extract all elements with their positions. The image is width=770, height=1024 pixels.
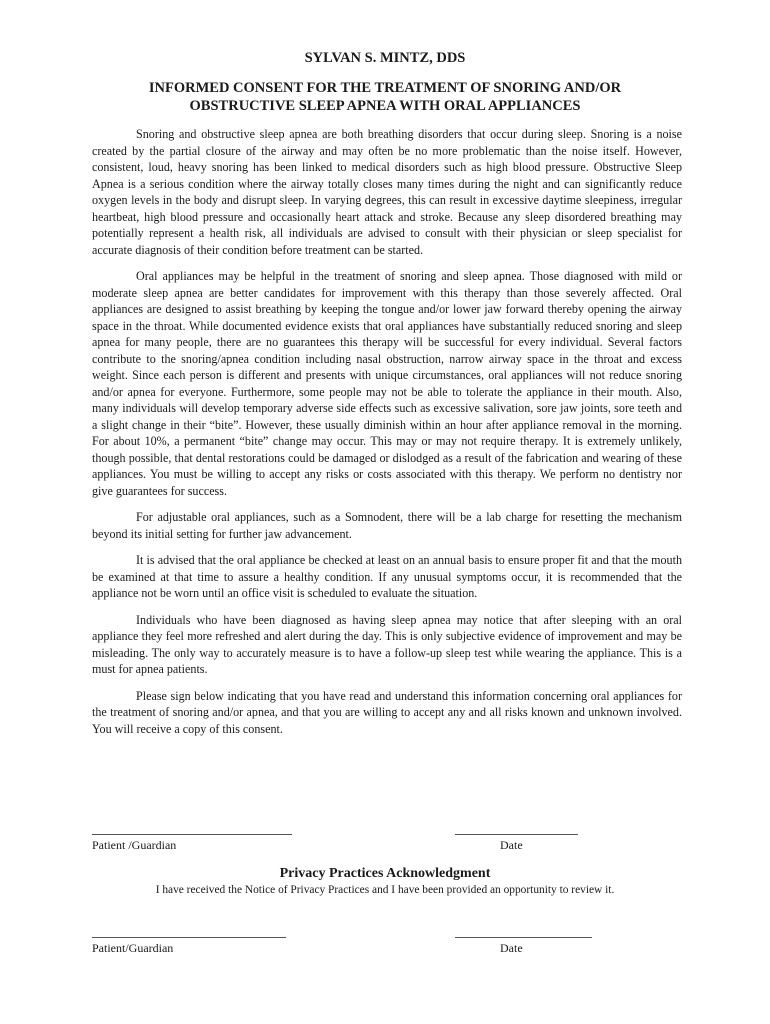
privacy-acknowledgment-text: I have received the Notice of Privacy Practices and I have been provided an opportunity to review it. bbox=[155, 884, 615, 896]
paragraph-overview: Snoring and obstructive sleep apnea are both breathing disorders that occur during sleep. Snoring is a noise created by the partial closure of the airway and may often be no more problematic than the noise itself. However, consistent, loud, heavy snoring has been linked to medical disorders such as high blood pressure. Obstructive Sleep Apnea is a serious condition where the airway totally closes many times during the night and can significantly reduce oxygen levels in the body and disrupt sleep. In varying degrees, this can result in excessive daytime sleepiness, irregular heartbeat, high blood pressure and occasionally heart attack and stroke. Because any sleep disordered breathing may potentially represent a health risk, all individuals are advised to consult with their physician or sleep specialist for accurate diagnosis of their condition before treatment can be started. bbox=[92, 127, 682, 257]
paragraph-follow-up-test: Individuals who have been diagnosed as having sleep apnea may notice that after sleeping with an oral appliance they feel more refreshed and alert during the day. This is only subjective evidence of improvement and may be misleading. The only way to accurately measure is to have a follow-up sleep test while wearing the appliance. This is a must for apnea patients. bbox=[92, 612, 682, 676]
privacy-heading: Privacy Practices Acknowledgment bbox=[279, 866, 491, 881]
paragraph-signature-instructions: Please sign below indicating that you have read and understand this information concerning oral appliances for the treatment of snoring and/or apnea, and that you are willing to accept any and all risks known and unknown involved. You will receive a copy of this consent. bbox=[92, 688, 682, 736]
privacy-date-label: Date bbox=[500, 941, 523, 955]
privacy-patient-guardian-label: Patient/Guardian bbox=[92, 941, 174, 955]
document-title bbox=[0, 79, 770, 115]
paragraph-adjustable-appliances: For adjustable oral appliances, such as a Somnodent, there will be a lab charge for resetting the mechanism beyond its initial setting for further jaw advancement. bbox=[92, 510, 682, 541]
practice-name: SYLVAN S. MINTZ, DDS bbox=[304, 50, 466, 66]
consent-body bbox=[92, 126, 682, 747]
consent-date-label: Date bbox=[500, 838, 523, 852]
paragraph-annual-checkup: It is advised that the oral appliance be checked at least on an annual basis to ensure proper fit and that the mouth be examined at that time to assure a healthy condition. If any unusual symptoms occur, it is recommended that the appliance not be worn until an office visit is scheduled to evaluate the situation. bbox=[92, 553, 682, 600]
patient-signature-line[interactable] bbox=[92, 834, 292, 835]
patient-guardian-label: Patient /Guardian bbox=[92, 838, 177, 852]
privacy-date-line[interactable] bbox=[455, 937, 592, 938]
paragraph-oral-appliances: Oral appliances may be helpful in the treatment of snoring and sleep apnea. Those diagnosed with mild or moderate sleep apnea are better candidates for improvement with this therapy than those severely affected. Oral appliances are designed to assist breathing by keeping the tongue and/or lower jaw forward thereby opening the airway space in the throat. While documented evidence exists that oral appliances have substantially reduced snoring and sleep apnea for many people, there are no guarantees this therapy will be successful for every individual. Several factors contribute to the snoring/apnea condition including nasal obstruction, narrow airway space in the throat and excess weight. Since each person is different and presents with unique circumstances, oral appliances will not reduce snoring and/or apnea for everyone. Furthermore, some people may not be able to tolerate the appliance in their mouth. Also, many individuals will develop temporary adverse side effects such as excessive salivation, sore jaw joints, sore teeth and a slight change in their “bite”. However, these usually diminish within an hour after appliance removal in the morning. For about 10%, a permanent “bite” change may occur. This may or may not require therapy. It is extremely unlikely, though possible, that dental restorations could be damaged or dislodged as a result of the fabrication and wearing of these appliances. You must be willing to accept any risks or costs associated with this therapy. We perform no dentistry nor give guarantees for success. bbox=[92, 269, 682, 498]
title-line-1: INFORMED CONSENT FOR THE TREATMENT OF SNORING AND/OR bbox=[148, 80, 622, 96]
title-line-2: OBSTRUCTIVE SLEEP APNEA WITH ORAL APPLIANCES bbox=[189, 98, 581, 114]
consent-date-line[interactable] bbox=[455, 834, 578, 835]
privacy-patient-signature-line[interactable] bbox=[92, 937, 286, 938]
